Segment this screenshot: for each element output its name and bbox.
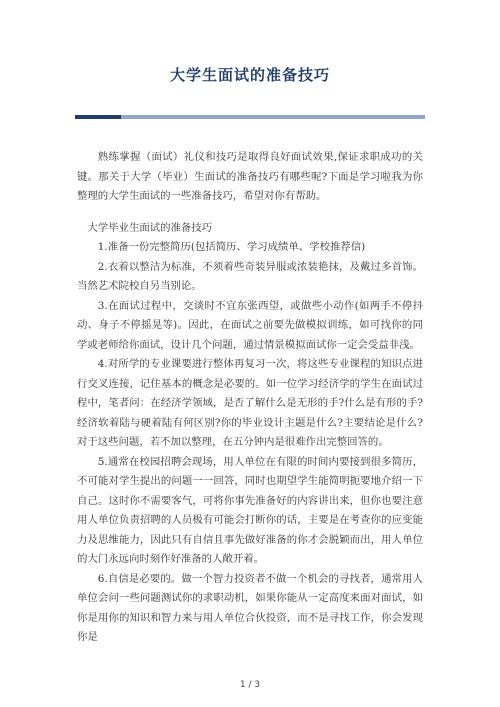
- document-title: 大学生面试的准备技巧: [169, 66, 330, 84]
- document-body: [77, 148, 423, 648]
- tip-paragraph-5: 5.通常在校园招聘会现场，用人单位在有限的时间内要接到很多简历，不可能对学生提出的问题一一回答，同时也期望学生能简明扼要地介绍一下自己。这时你不需要客气，可将你事先准备好的内容讲出来，但你也要注意用人单位负责招聘的人员极有可能会打断你的话，主要是在考查你的应变能力及思维能力，因此只有自信且事先做好准备的你才会脱颖而出，用人单位的大门永远向时刻作好准备的人敞开着。: [77, 455, 423, 565]
- divider-dark-segment: [75, 115, 121, 119]
- tip-paragraph-1: 1.准备一份完整简历(包括简历、学习成绩单、学校推荐信): [97, 241, 366, 253]
- divider-light-segment: [121, 115, 425, 119]
- tip-paragraph-4: 4.对所学的专业课要进行整体再复习一次，将这些专业课程的知识点进行交叉连接，记住基本的概念是必要的。如一位学习经济学的学生在面试过程中，笔者问：在经济学领域，是否了解什么是无形的手?什么是有形的手?经济软着陆与硬着陆有何区别?你的毕业设计主题是什么?主要结论是什么?对于这些问题，若不加以整理，在五分钟内是很难作出完整回答的。: [77, 358, 423, 448]
- intro-paragraph: 熟练掌握（面试）礼仪和技巧是取得良好面试效果,保证求职成功的关键。那关于大学（毕业）生面试的准备技巧有哪些呢?下面是学习啦我为你整理的大学生面试的一些准备技巧，希望对你有帮助。: [77, 151, 423, 202]
- tip-paragraph-3: 3.在面试过程中，交谈时不宜东张西望，或做些小动作(如两手不停抖动、身子不停摇晃等)。因此，在面试之前要先做模拟训练，如可找你的同学或老师给你面试，设计几个问题，通过情景模拟面试你一定会受益非浅。: [77, 299, 423, 351]
- section-subtitle: 大学毕业生面试的准备技巧: [87, 221, 213, 234]
- tip-paragraph-6: 6.自信是必要的。做一个智力投资者不做一个机会的寻找者，通常用人单位会问一些问题测试你的求职动机，如果你能从一定高度来面对面试，如你是用你的知识和智力来与用人单位合伙投资，而不是寻找工作，你会发现你是: [77, 572, 423, 643]
- tip-paragraph-2: 2.衣着以整洁为标准，不须着些奇装异服或浓装艳抹，及戴过多首饰。当然艺术院校自另当别论。: [77, 260, 423, 292]
- page-number: 1 / 3: [239, 680, 261, 690]
- title-divider: [75, 115, 425, 119]
